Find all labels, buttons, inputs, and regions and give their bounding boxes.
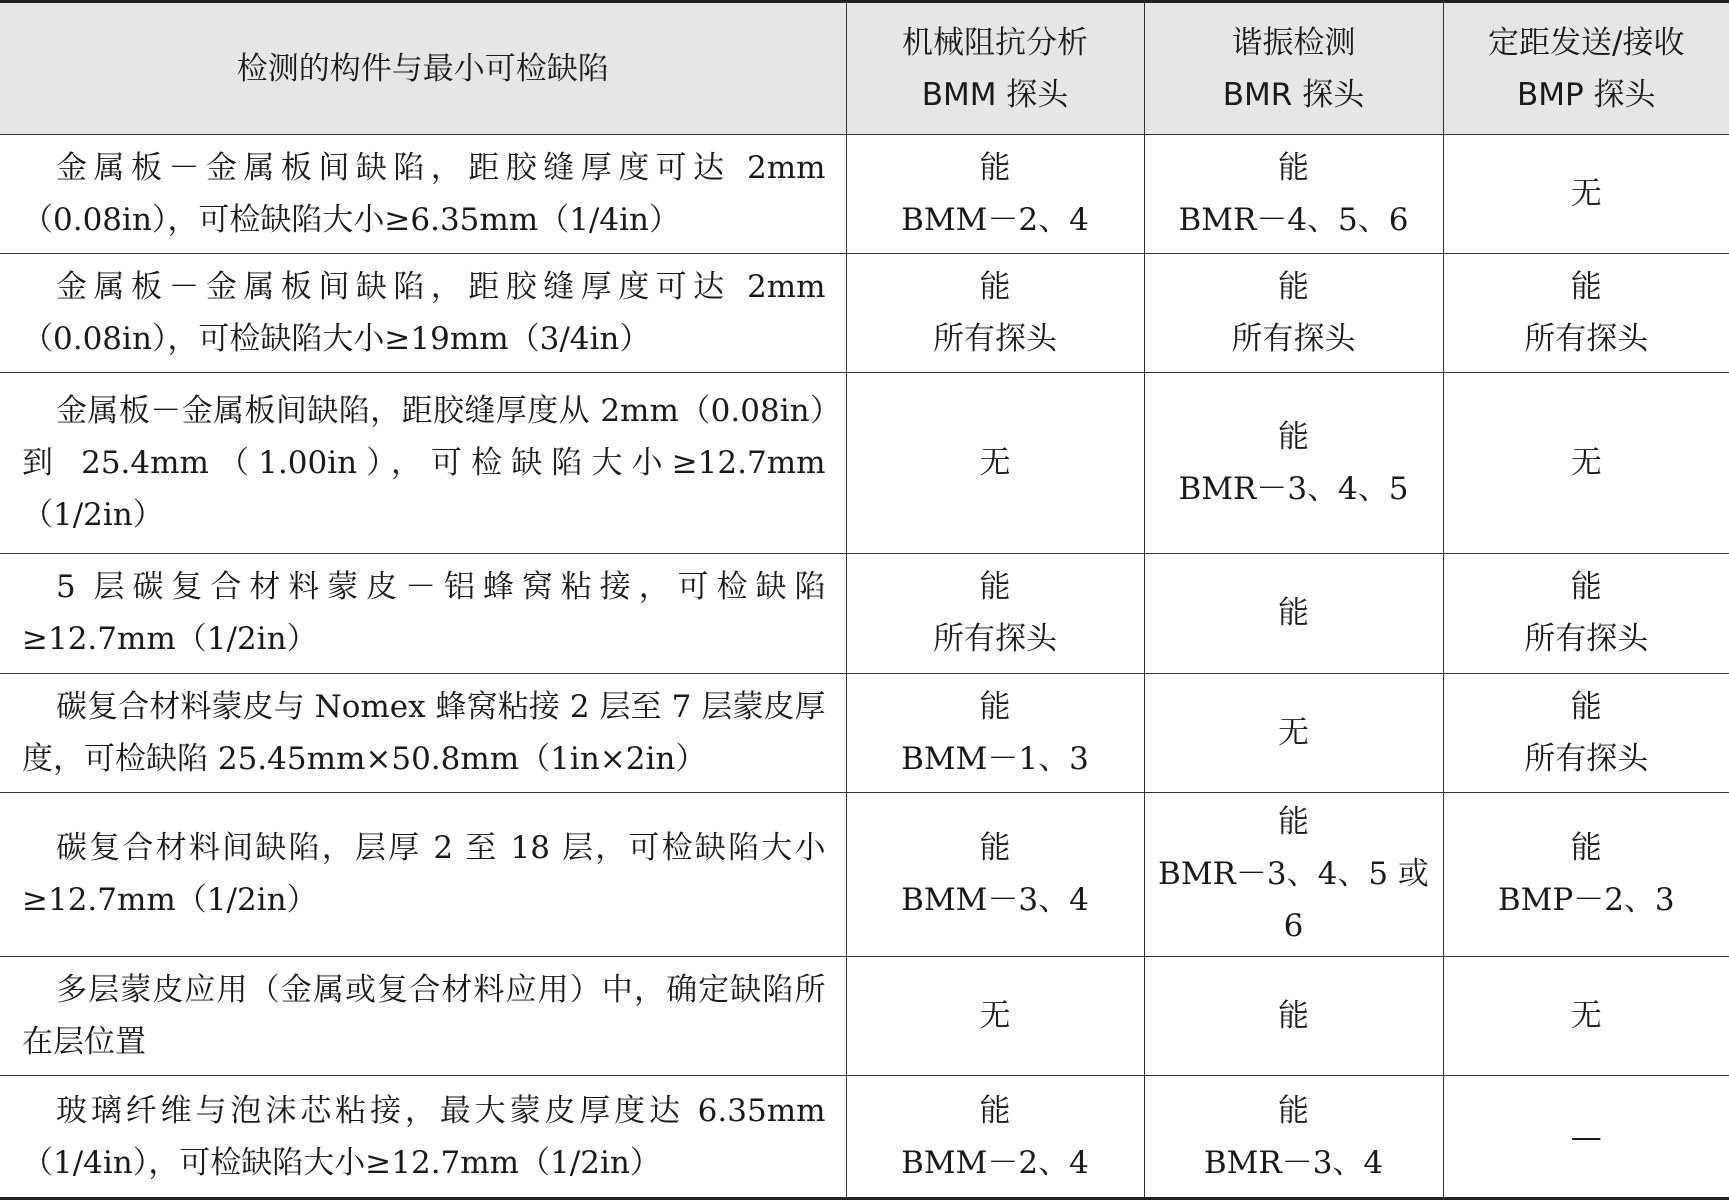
bmr-cell <box>1144 253 1443 373</box>
header-bmm-line2: BMM 探头 <box>921 76 1069 113</box>
table-row <box>0 253 1729 373</box>
bmm-cell <box>846 792 1144 957</box>
bmp-result: 能 <box>1570 830 1602 867</box>
bmp-cell <box>1443 957 1729 1076</box>
bmm-cell <box>846 673 1144 792</box>
bmp-cell <box>1443 1076 1729 1199</box>
bmr-result: 能 <box>1278 998 1309 1035</box>
bmm-probes: BMM－1、3 <box>901 740 1089 777</box>
table-row <box>0 135 1729 254</box>
row-description: 碳复合材料蒙皮与 Nomex 蜂窝粘接 2 层至 7 层蒙皮厚度，可检缺陷 25.45mm×50.8mm（1in×2in） <box>0 673 846 792</box>
bmm-probes: BMM－2、4 <box>901 1144 1089 1181</box>
bmp-result: 无 <box>1570 445 1602 482</box>
bmm-result: 无 <box>979 998 1011 1035</box>
bmp-cell <box>1443 554 1729 674</box>
table-row <box>0 1076 1729 1199</box>
bmm-result: 能 <box>979 830 1011 867</box>
bmp-cell <box>1443 253 1729 373</box>
bmr-result: 能 <box>1278 419 1309 456</box>
bmm-probes: 所有探头 <box>933 621 1057 658</box>
bmr-cell <box>1144 1076 1443 1199</box>
header-component-defect-label: 检测的构件与最小可检缺陷 <box>236 50 609 87</box>
bmp-cell <box>1443 135 1729 254</box>
row-description: 金属板－金属板间缺陷，距胶缝厚度可达 2mm（0.08in），可检缺陷大小≥6.35mm（1/4in） <box>0 135 846 254</box>
bmr-result: 无 <box>1278 714 1309 751</box>
row-description: 金属板－金属板间缺陷，距胶缝厚度可达 2mm（0.08in），可检缺陷大小≥19mm（3/4in） <box>0 253 846 373</box>
bmp-probes: 所有探头 <box>1524 740 1649 777</box>
row-description: 金属板－金属板间缺陷，距胶缝厚度从 2mm（0.08in）到 25.4mm（1.00in），可检缺陷大小≥12.7mm（1/2in） <box>0 373 846 554</box>
bmr-result: 能 <box>1278 595 1309 632</box>
header-bmp <box>1443 2 1729 135</box>
bmp-probes: BMP－2、3 <box>1497 882 1675 919</box>
bmp-cell <box>1443 373 1729 554</box>
header-bmr <box>1144 2 1443 135</box>
bmr-result: 能 <box>1278 269 1309 306</box>
bmr-cell <box>1144 792 1443 957</box>
bmm-result: 能 <box>979 149 1011 186</box>
table-header-row <box>0 2 1729 135</box>
bmm-probes: BMM－3、4 <box>901 882 1089 919</box>
bmm-cell <box>846 253 1144 373</box>
bmp-result: 无 <box>1570 175 1602 212</box>
table-row <box>0 554 1729 674</box>
bmr-cell <box>1144 373 1443 554</box>
row-description: 碳复合材料间缺陷，层厚 2 至 18 层，可检缺陷大小≥12.7mm（1/2in） <box>0 792 846 957</box>
header-bmm-line1: 机械阻抗分析 <box>902 24 1088 61</box>
bmp-result: 能 <box>1570 688 1602 725</box>
bmr-probes: BMR－3、4、5 或 6 <box>1158 856 1429 945</box>
bmr-result: 能 <box>1278 1092 1309 1129</box>
header-component-defect <box>0 2 846 135</box>
bmm-result: 无 <box>979 445 1011 482</box>
bmp-probes: 所有探头 <box>1524 321 1649 358</box>
table-row <box>0 792 1729 957</box>
bmr-cell <box>1144 673 1443 792</box>
bmp-result: 能 <box>1570 569 1602 606</box>
header-bmm <box>846 2 1144 135</box>
bmr-result: 能 <box>1278 149 1309 186</box>
bmp-cell <box>1443 673 1729 792</box>
bmr-cell <box>1144 554 1443 674</box>
bmr-cell <box>1144 135 1443 254</box>
bmm-cell <box>846 554 1144 674</box>
bmp-result: 能 <box>1570 269 1602 306</box>
bmm-cell <box>846 135 1144 254</box>
bmr-probes: BMR－3、4 <box>1203 1144 1384 1181</box>
table-row <box>0 373 1729 554</box>
bmp-result: 无 <box>1570 998 1602 1035</box>
bmm-cell <box>846 373 1144 554</box>
bmm-result: 能 <box>979 688 1011 725</box>
row-description: 5 层碳复合材料蒙皮－铝蜂窝粘接，可检缺陷≥12.7mm（1/2in） <box>0 554 846 674</box>
header-bmp-line1: 定距发送/接收 <box>1488 24 1685 61</box>
bmp-cell <box>1443 792 1729 957</box>
row-description: 多层蒙皮应用（金属或复合材料应用）中，确定缺陷所在层位置 <box>0 957 846 1076</box>
bmr-result: 能 <box>1278 804 1309 841</box>
bmm-probes: 所有探头 <box>933 321 1057 358</box>
bmr-probes: 所有探头 <box>1231 321 1356 358</box>
bmm-result: 能 <box>979 569 1011 606</box>
bmr-cell <box>1144 957 1443 1076</box>
bmm-cell <box>846 1076 1144 1199</box>
bmr-probes: BMR－3、4、5 <box>1178 471 1409 508</box>
bmm-result: 能 <box>979 269 1011 306</box>
bmp-probes: 所有探头 <box>1524 621 1649 658</box>
bmp-result: — <box>1570 1118 1602 1155</box>
header-bmp-line2: BMP 探头 <box>1516 76 1656 113</box>
header-bmr-line1: 谐振检测 <box>1231 24 1356 61</box>
table-row <box>0 673 1729 792</box>
table-row <box>0 957 1729 1076</box>
header-bmr-line2: BMR 探头 <box>1222 76 1365 113</box>
bmm-result: 能 <box>979 1092 1011 1129</box>
row-description: 玻璃纤维与泡沫芯粘接，最大蒙皮厚度达 6.35mm（1/4in），可检缺陷大小≥12.7mm（1/2in） <box>0 1076 846 1199</box>
bmm-cell <box>846 957 1144 1076</box>
bmm-probes: BMM－2、4 <box>901 201 1089 238</box>
bmr-probes: BMR－4、5、6 <box>1178 201 1409 238</box>
